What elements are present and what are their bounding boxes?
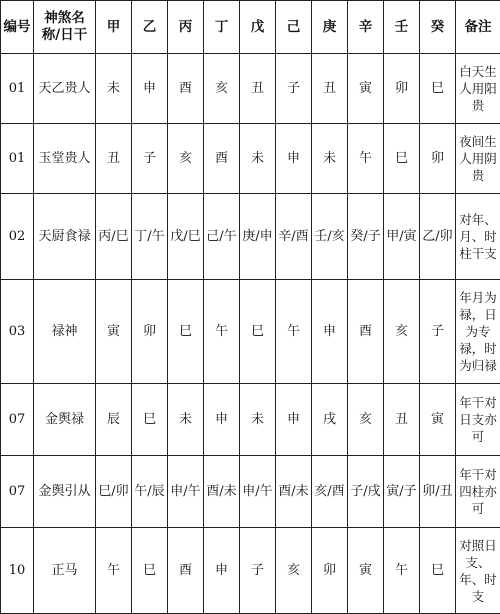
table-row (1, 280, 500, 384)
cell: 申 (276, 384, 312, 456)
cell: 巳 (168, 280, 204, 384)
cell: 亥/酉 (312, 456, 348, 528)
table-row (1, 456, 500, 528)
cell: 午/辰 (132, 456, 168, 528)
cell: 子 (132, 124, 168, 194)
cell: 子/戌 (348, 456, 384, 528)
table-row (1, 194, 500, 280)
cell: 酉 (348, 280, 384, 384)
cell: 酉/未 (204, 456, 240, 528)
cell: 亥 (204, 54, 240, 124)
table-row (1, 528, 500, 614)
table-row (1, 54, 500, 124)
row-id: 01 (1, 54, 34, 124)
cell: 未 (168, 384, 204, 456)
cell: 申 (204, 528, 240, 614)
cell: 卯 (420, 124, 456, 194)
cell: 子 (240, 528, 276, 614)
cell: 午 (276, 280, 312, 384)
cell: 亥 (276, 528, 312, 614)
cell: 寅 (348, 528, 384, 614)
header-stem-jia: 甲 (96, 1, 132, 54)
header-stem-xin: 辛 (348, 1, 384, 54)
row-id: 07 (1, 384, 34, 456)
table-row (1, 384, 500, 456)
row-name: 玉堂贵人 (34, 124, 96, 194)
cell: 寅/子 (384, 456, 420, 528)
row-note: 年干对四柱亦可 (456, 456, 500, 528)
cell: 申 (132, 54, 168, 124)
cell: 寅 (96, 280, 132, 384)
header-name: 神煞名称/日干 (34, 1, 96, 54)
cell: 未 (240, 124, 276, 194)
row-note: 对照日支、年、时支 (456, 528, 500, 614)
cell: 甲/寅 (384, 194, 420, 280)
cell: 申 (276, 124, 312, 194)
row-note: 年干对日支亦可 (456, 384, 500, 456)
table-row (1, 124, 500, 194)
cell: 申 (204, 384, 240, 456)
cell: 卯 (312, 528, 348, 614)
header-stem-ren: 壬 (384, 1, 420, 54)
header-stem-yi: 乙 (132, 1, 168, 54)
row-id: 10 (1, 528, 34, 614)
cell: 申/午 (240, 456, 276, 528)
cell: 子 (420, 280, 456, 384)
cell: 子 (276, 54, 312, 124)
row-id: 03 (1, 280, 34, 384)
header-id: 编号 (1, 1, 34, 54)
header-stem-ji: 己 (276, 1, 312, 54)
header-stem-ding: 丁 (204, 1, 240, 54)
cell: 巳 (384, 124, 420, 194)
header-stem-bing: 丙 (168, 1, 204, 54)
cell: 卯 (132, 280, 168, 384)
cell: 戌 (312, 384, 348, 456)
row-name: 天厨食禄 (34, 194, 96, 280)
cell: 午 (204, 280, 240, 384)
cell: 巳 (240, 280, 276, 384)
cell: 酉 (168, 528, 204, 614)
cell: 卯 (384, 54, 420, 124)
header-stem-geng: 庚 (312, 1, 348, 54)
cell: 丑 (240, 54, 276, 124)
cell: 丁/午 (132, 194, 168, 280)
cell: 庚/申 (240, 194, 276, 280)
cell: 申 (312, 280, 348, 384)
cell: 巳/卯 (96, 456, 132, 528)
row-note: 白天生人用阳贵 (456, 54, 500, 124)
cell: 辛/酉 (276, 194, 312, 280)
header-note: 备注 (456, 1, 500, 54)
row-id: 01 (1, 124, 34, 194)
header-row (1, 1, 500, 54)
cell: 午 (384, 528, 420, 614)
row-note: 年月为禄，日为专禄，时为归禄 (456, 280, 500, 384)
cell: 巳 (420, 54, 456, 124)
cell: 亥 (384, 280, 420, 384)
cell: 寅 (420, 384, 456, 456)
row-note: 夜间生人用阴贵 (456, 124, 500, 194)
cell: 丙/巳 (96, 194, 132, 280)
cell: 辰 (96, 384, 132, 456)
cell: 巳 (132, 384, 168, 456)
row-name: 金舆引从 (34, 456, 96, 528)
row-id: 07 (1, 456, 34, 528)
cell: 未 (240, 384, 276, 456)
cell: 酉 (204, 124, 240, 194)
cell: 丑 (384, 384, 420, 456)
cell: 巳 (420, 528, 456, 614)
cell: 丑 (96, 124, 132, 194)
row-note: 对年、月、时柱干支 (456, 194, 500, 280)
row-name: 金舆禄 (34, 384, 96, 456)
row-name: 正马 (34, 528, 96, 614)
cell: 癸/子 (348, 194, 384, 280)
cell: 己/午 (204, 194, 240, 280)
cell: 乙/卯 (420, 194, 456, 280)
cell: 亥 (168, 124, 204, 194)
cell: 未 (96, 54, 132, 124)
cell: 亥 (348, 384, 384, 456)
cell: 未 (312, 124, 348, 194)
cell: 午 (96, 528, 132, 614)
row-id: 02 (1, 194, 34, 280)
cell: 酉/未 (276, 456, 312, 528)
cell: 戊/巳 (168, 194, 204, 280)
cell: 壬/亥 (312, 194, 348, 280)
row-name: 天乙贵人 (34, 54, 96, 124)
cell: 申/午 (168, 456, 204, 528)
header-stem-wu: 戊 (240, 1, 276, 54)
cell: 寅 (348, 54, 384, 124)
cell: 卯/丑 (420, 456, 456, 528)
cell: 酉 (168, 54, 204, 124)
row-name: 禄神 (34, 280, 96, 384)
cell: 午 (348, 124, 384, 194)
header-stem-gui: 癸 (420, 1, 456, 54)
cell: 丑 (312, 54, 348, 124)
cell: 巳 (132, 528, 168, 614)
